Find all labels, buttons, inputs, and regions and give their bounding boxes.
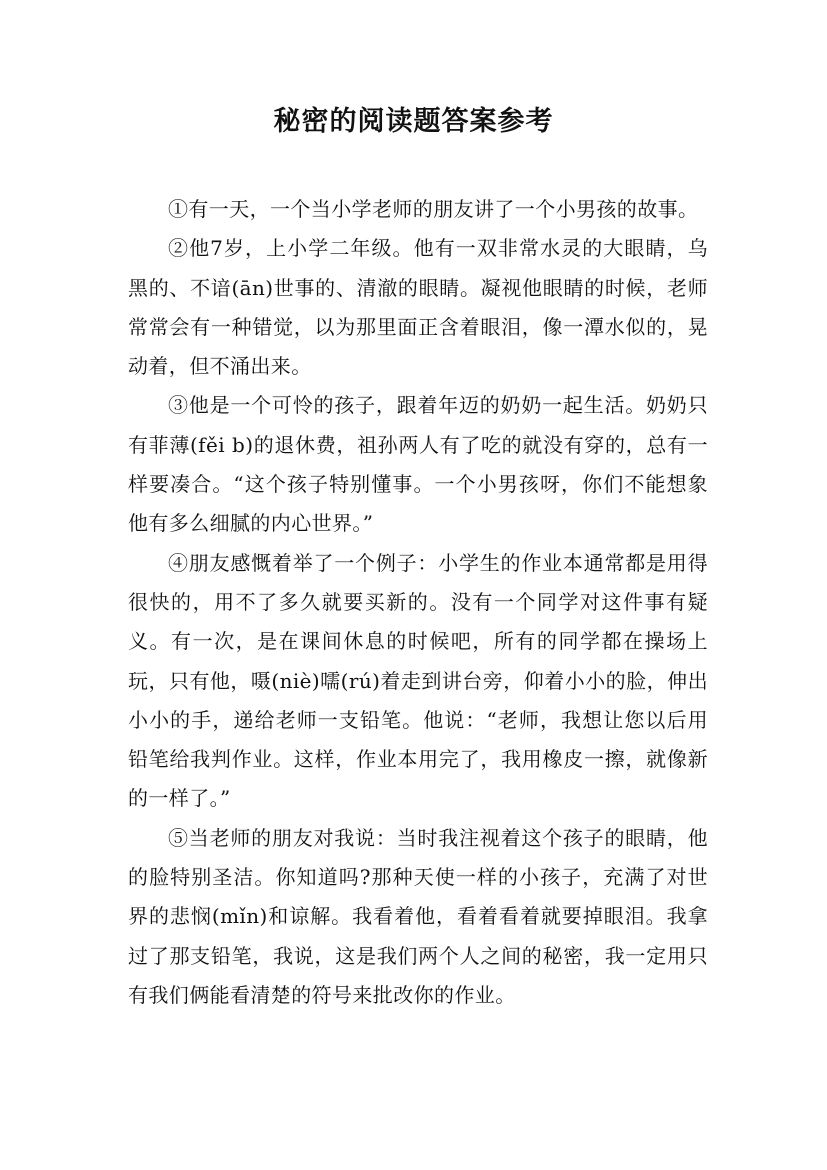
document-body [128,190,708,1015]
paragraph-1: ①有一天，一个当小学老师的朋友讲了一个小男孩的故事。 [168,197,699,221]
paragraph-3: ③他是一个可怜的孩子，跟着年迈的奶奶一起生活。奶奶只有菲薄(fěi b)的退休费，祖孙两人有了吃的就没有穿的，总有一样要凑合。“这个孩子特别懂事。一个小男孩呀，你们不能想象他有多么细腻的内心世界。” [128,393,708,536]
paragraph-2: ②他7岁，上小学二年级。他有一双非常水灵的大眼睛，乌黑的、不谙(ān)世事的、清澈的眼睛。凝视他眼睛的时候，老师常常会有一种错觉，以为那里面正含着眼泪，像一潭水似的，晃动着，但不涌出来。 [128,236,708,379]
document-title: 秘密的阅读题答案参考 [273,106,554,137]
paragraph-5: ⑤当老师的朋友对我说：当时我注视着这个孩子的眼睛，他的脸特别圣洁。你知道吗?那种天使一样的小孩子，充满了对世界的悲悯(mǐn)和谅解。我看着他，看着看着就要掉眼泪。我拿过了那支铅笔，我说，这是我们两个人之间的秘密，我一定用只有我们俩能看清楚的符号来批改你的作业。 [128,825,708,1007]
paragraph-4: ④朋友感慨着举了一个例子：小学生的作业本通常都是用得很快的，用不了多久就要买新的。没有一个同学对这件事有疑义。有一次，是在课间休息的时候吧，所有的同学都在操场上玩，只有他，嗫(niè)嚅(rú)着走到讲台旁，仰着小小的脸，伸出小小的手，递给老师一支铅笔。他说：“老师，我想让您以后用铅笔给我判作业。这样，作业本用完了，我用橡皮一擦，就像新的一样了。” [128,550,708,811]
